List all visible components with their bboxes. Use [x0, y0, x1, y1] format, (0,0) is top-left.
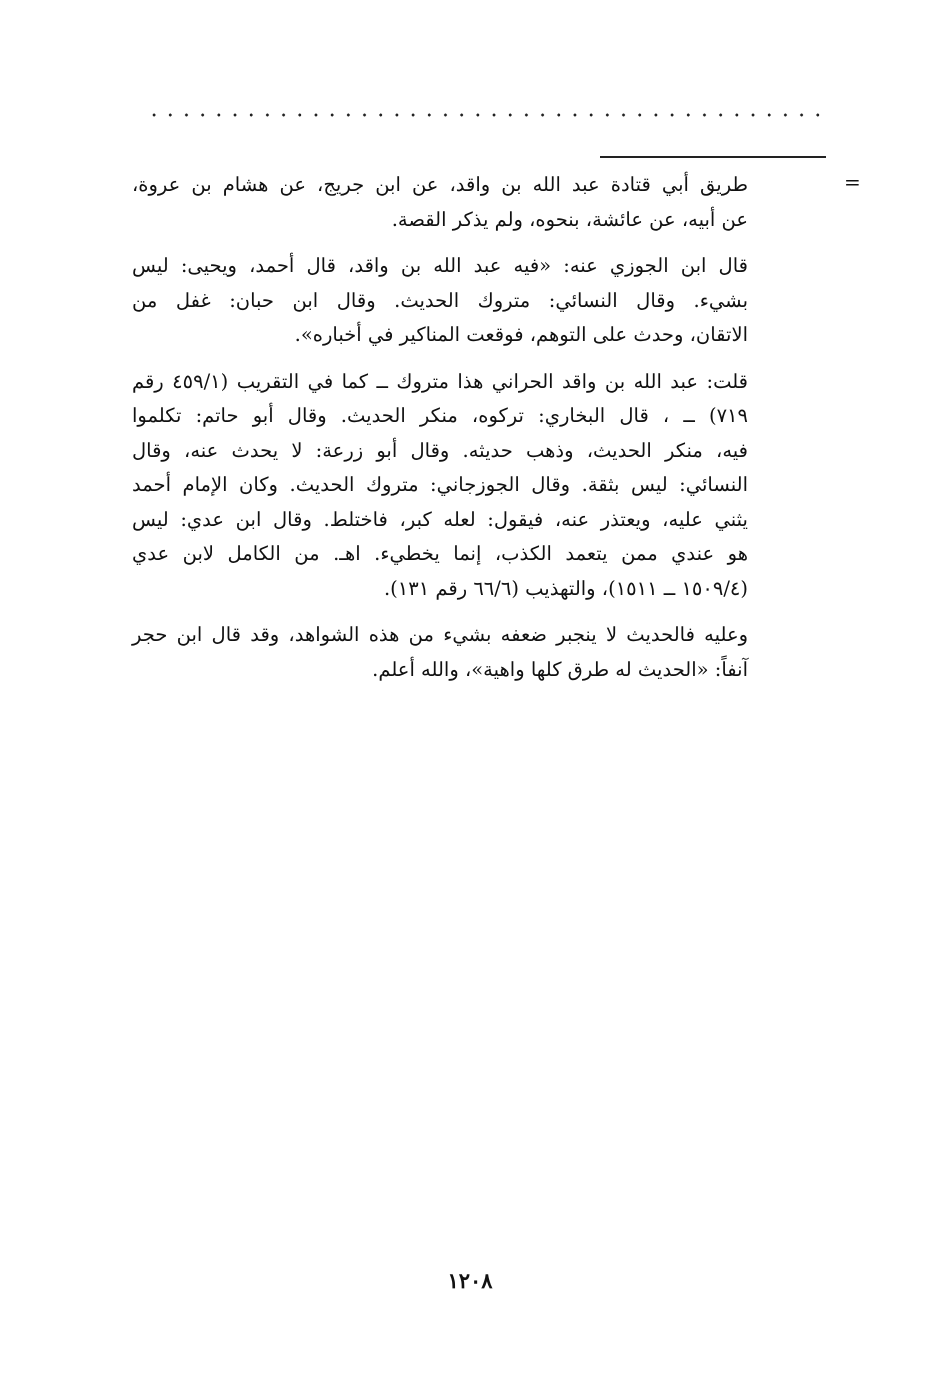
text-line: عن أبيه، عن عائشة، بنحوه، ولم يذكر القصة.: [391, 207, 748, 231]
paragraph-4: [132, 618, 748, 687]
text-line: النسائي: ليس بثقة. وقال الجوزجاني: متروك الحديث. وكان الإمام أحمد: [132, 473, 748, 496]
text-line: يثني عليه، ويعتذر عنه، فيقول: لعله كبر، فاختلط. وقال ابن عدي: ليس: [132, 507, 748, 531]
text-line: آنفاً: «الحديث له طرق كلها واهية»، والله أعلم.: [372, 657, 748, 681]
text-line: بشيء. وقال النسائي: متروك الحديث. وقال ابن حبان: غفل من: [132, 288, 748, 312]
footnote-rule: [600, 156, 826, 158]
text-line: هو عندي ممن يتعمد الكذب، إنما يخطيء. اهـ. من الكامل لابن عدي: [132, 542, 748, 565]
text-line: ٧١٩) ــ ، قال البخاري: تركوه، منكر الحديث. وقال أبو حاتم: تكلموا: [132, 404, 748, 427]
paragraph-2: [132, 249, 748, 353]
footnote-text: [132, 168, 748, 687]
paragraph-3: [132, 365, 748, 607]
paragraph-1: [132, 168, 748, 237]
continuation-mark: =: [844, 170, 861, 194]
text-line: طريق أبي قتادة عبد الله بن واقد، عن ابن جريج، عن هشام بن عروة،: [132, 173, 748, 196]
text-line: (١٥٠٩/٤ ــ ١٥١١)، والتهذيب (٦٦/٦ رقم ١٣١).: [383, 576, 748, 600]
text-line: الاتقان، وحدث على التوهم، فوقعت المناكير في أخباره».: [294, 323, 748, 346]
text-line: وعليه فالحديث لا ينجبر ضعفه بشيء من هذه الشواهد، وقد قال ابن حجر: [132, 623, 748, 646]
page-number: ١٢٠٨: [447, 1268, 493, 1293]
text-line: قال ابن الجوزي عنه: «فيه عبد الله بن واقد، قال أحمد، ويحيى: ليس: [132, 254, 748, 277]
dotted-separator: [146, 112, 826, 118]
text-line: فيه، منكر الحديث، وذهب حديثه. وقال أبو زرعة: لا يحدث عنه، وقال: [132, 438, 748, 462]
text-line: قلت: عبد الله بن واقد الحراني هذا متروك ــ كما في التقريب (٤٥٩/١ رقم: [132, 369, 748, 393]
